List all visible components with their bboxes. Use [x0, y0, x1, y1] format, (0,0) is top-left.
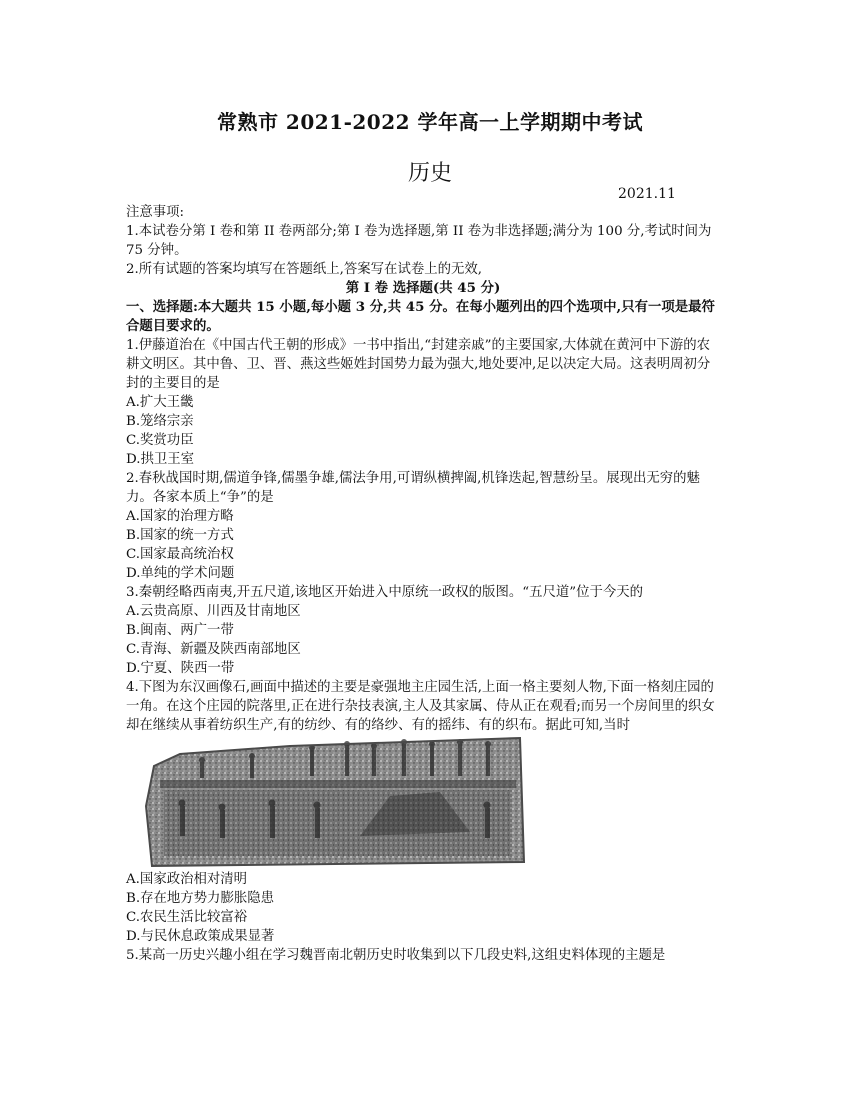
question-2-option-c: C.国家最高统治权	[126, 547, 234, 562]
question-1-option-b: B.笼络宗亲	[126, 414, 194, 429]
question-1-option-c: C.奖赏功臣	[126, 433, 194, 448]
question-3-option-d: D.宁夏、陕西一带	[126, 661, 235, 676]
exam-content	[126, 203, 720, 965]
question-4-option-c: C.农民生活比较富裕	[126, 910, 248, 925]
question-4-stem: 4.下图为东汉画像石,画面中描述的主要是豪强地主庄园生活,上面一格主要刻人物,下面一格刻庄园的一角。在这个庄园的院落里,正在进行杂技表演,主人及其家属、侍从正在观看;而另一个房间里的织女却在继续从事着纺织生产,有的纺纱、有的络纱、有的摇纬、有的织布。据此可知,当时	[126, 680, 715, 733]
question-2-stem: 2.春秋战国时期,儒道争锋,儒墨争雄,儒法争用,可谓纵横捭阖,机锋迭起,智慧纷呈。展现出无穷的魅力。各家本质上“争”的是	[126, 471, 700, 505]
question-1-option-a: A.扩大王畿	[126, 395, 194, 410]
question-1-option-d: D.拱卫王室	[126, 452, 195, 467]
question-2-option-d: D.单纯的学术问题	[126, 566, 235, 581]
exam-subject: 历史	[407, 161, 452, 186]
question-2-option-a: A.国家的治理方略	[126, 509, 234, 524]
question-3-option-a: A.云贵高原、川西及甘南地区	[126, 604, 301, 619]
han-stone-relief-image	[140, 736, 526, 868]
question-2-option-b: B.国家的统一方式	[126, 528, 234, 543]
part-1-instruction: 一、选择题:本大题共 15 小题,每小题 3 分,共 45 分。在每小题列出的四个选项中,只有一项是最符合题目要求的。	[126, 299, 715, 334]
question-5-stem: 5.某高一历史兴趣小组在学习魏晋南北朝历史时收集到以下几段史料,这组史料体现的主题是	[126, 948, 666, 963]
question-4-option-b: B.存在地方势力膨胀隐患	[126, 891, 275, 906]
question-3-stem: 3.秦朝经略西南夷,开五尺道,该地区开始进入中原统一政权的版图。“五尺道”位于今天的	[126, 585, 644, 600]
notice-item-2: 2.所有试题的答案均填写在答题纸上,答案写在试卷上的无效,	[126, 262, 483, 277]
exam-title: 常熟市 2021-2022 学年高一上学期期中考试	[216, 110, 644, 134]
notice-heading: 注意事项:	[126, 205, 185, 220]
question-3-option-b: B.闽南、两广一带	[126, 623, 234, 638]
question-4-option-d: D.与民休息政策成果显著	[126, 929, 275, 944]
question-4-option-a: A.国家政治相对清明	[126, 872, 248, 887]
question-1-stem: 1.伊藤道治在《中国古代王朝的形成》一书中指出,“封建亲戚”的主要国家,大体就在黄河中下游的农耕文明区。其中鲁、卫、晋、燕这些姬姓封国势力最为强大,地处要冲,足以决定大局。这表明周初分封的主要目的是	[126, 338, 711, 391]
question-3-option-c: C.青海、新疆及陕西南部地区	[126, 642, 301, 657]
notice-item-1: 1.本试卷分第 I 卷和第 II 卷两部分;第 I 卷为选择题,第 II 卷为非选择题;满分为 100 分,考试时间为 75 分钟。	[126, 224, 712, 258]
part-1-heading: 第 I 卷 选择题(共 45 分)	[345, 280, 501, 296]
exam-date: 2021.11	[618, 186, 676, 202]
